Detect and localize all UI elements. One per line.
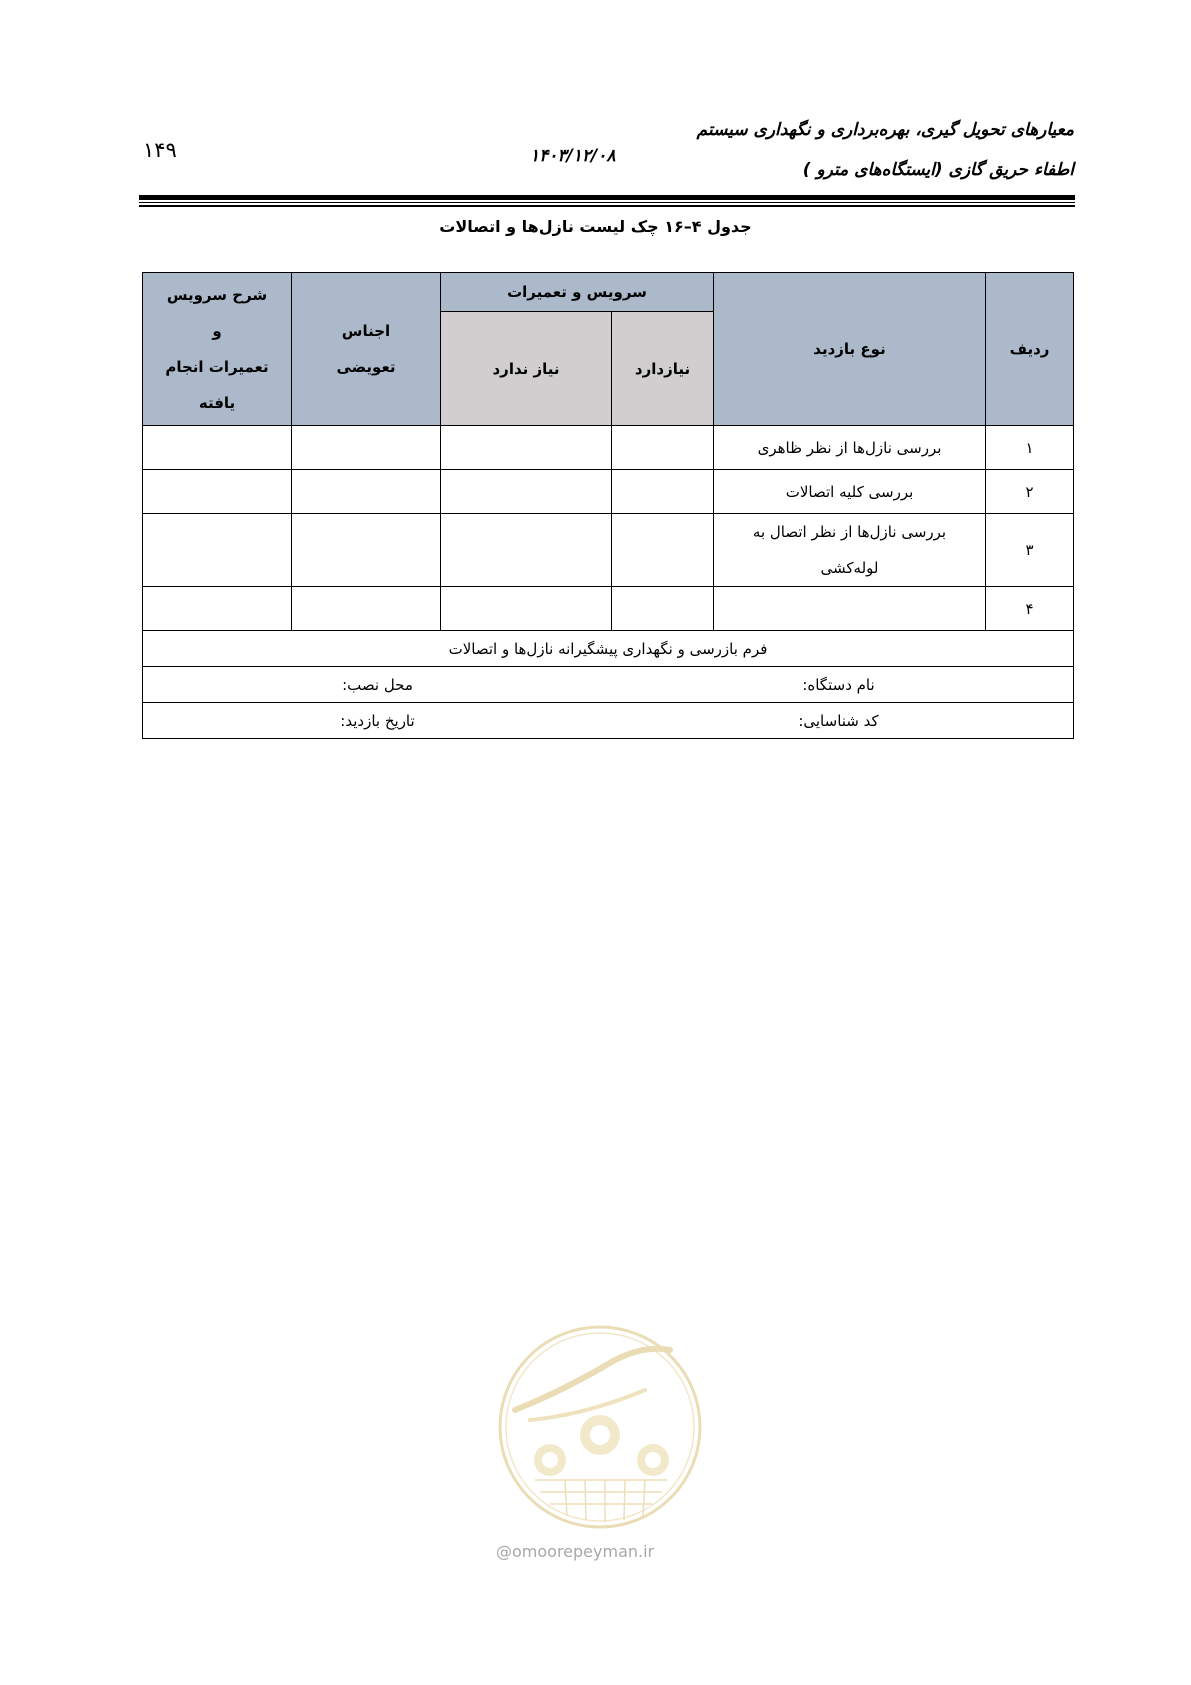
watermark-logo — [495, 1320, 705, 1539]
table-caption: جدول ۴–۱۶ چک لیست نازل‌ها و اتصالات — [439, 217, 752, 236]
page-number: ۱۴۹ — [143, 138, 177, 162]
description-cell[interactable] — [143, 426, 292, 470]
document-date: ۱۴۰۳/۱۲/۰۸ — [530, 146, 616, 166]
needed-cell[interactable] — [612, 426, 714, 470]
header-needed: نیازدارد — [612, 312, 714, 426]
header-title-line-1: معیارهای تحویل گیری، بهره‌برداری و نگهداری سیستم — [696, 120, 1074, 140]
table-row — [143, 514, 1074, 587]
description-cell[interactable] — [143, 587, 292, 631]
form-title: فرم بازرسی و نگهداری پیشگیرانه نازل‌ها و اتصالات — [143, 631, 1074, 667]
not-needed-cell[interactable] — [441, 514, 612, 587]
header-desc-line-4: یافته — [198, 394, 236, 412]
header-rule — [139, 202, 1075, 203]
visit-date-label: تاریخ بازدید: — [340, 711, 415, 730]
checklist-table — [142, 272, 1074, 739]
header-title — [697, 110, 1074, 190]
header-parts-line-2: تعویضی — [336, 358, 396, 376]
needed-cell[interactable] — [612, 470, 714, 514]
not-needed-cell[interactable] — [441, 470, 612, 514]
not-needed-cell[interactable] — [441, 426, 612, 470]
row-number: ۲ — [986, 470, 1074, 514]
header-parts-line-1: اجناس — [341, 322, 391, 340]
visit-type-cell: بررسی کلیه اتصالات — [714, 470, 986, 514]
id-code-label: کد شناسایی: — [798, 711, 879, 730]
device-name-label: نام دستگاه: — [802, 675, 875, 694]
table-row — [143, 426, 1074, 470]
header-rule — [139, 195, 1075, 200]
needed-cell[interactable] — [612, 514, 714, 587]
header-desc-line-3: تعمیرات انجام — [165, 358, 269, 376]
header-row-number: ردیف — [986, 273, 1074, 426]
parts-cell[interactable] — [292, 514, 441, 587]
not-needed-cell[interactable] — [441, 587, 612, 631]
header-rule — [139, 205, 1075, 207]
checklist-table-container — [142, 272, 1073, 739]
table-row — [143, 587, 1074, 631]
header-not-needed: نیاز ندارد — [441, 312, 612, 426]
needed-cell[interactable] — [612, 587, 714, 631]
header-desc-line-1: شرح سرویس — [166, 286, 268, 304]
watermark-seal-icon — [495, 1320, 705, 1535]
visit-type-line-1: بررسی نازل‌ها از نظر اتصال به — [752, 523, 947, 541]
form-fields-row — [143, 703, 1074, 739]
header-visit-type: نوع بازدید — [714, 273, 986, 426]
parts-cell[interactable] — [292, 470, 441, 514]
row-number: ۴ — [986, 587, 1074, 631]
visit-type-cell: بررسی نازل‌ها از نظر ظاهری — [714, 426, 986, 470]
header-desc-line-2: و — [212, 322, 222, 340]
row-number: ۱ — [986, 426, 1074, 470]
install-location-label: محل نصب: — [342, 675, 413, 694]
parts-cell[interactable] — [292, 587, 441, 631]
header-service: سرویس و تعمیرات — [441, 273, 714, 312]
visit-type-cell[interactable] — [714, 587, 986, 631]
header-service-description — [143, 273, 292, 426]
visit-type-cell — [714, 514, 986, 587]
header-title-line-2: اطفاء حریق گازی (ایستگاه‌های مترو ) — [802, 160, 1074, 180]
visit-type-line-2: لوله‌کشی — [820, 559, 879, 577]
row-number: ۳ — [986, 514, 1074, 587]
description-cell[interactable] — [143, 514, 292, 587]
parts-cell[interactable] — [292, 426, 441, 470]
header-replacement-parts — [292, 273, 441, 426]
table-row — [143, 470, 1074, 514]
watermark-url: @omoorepeyman.ir — [496, 1542, 655, 1561]
form-fields-row — [143, 667, 1074, 703]
description-cell[interactable] — [143, 470, 292, 514]
